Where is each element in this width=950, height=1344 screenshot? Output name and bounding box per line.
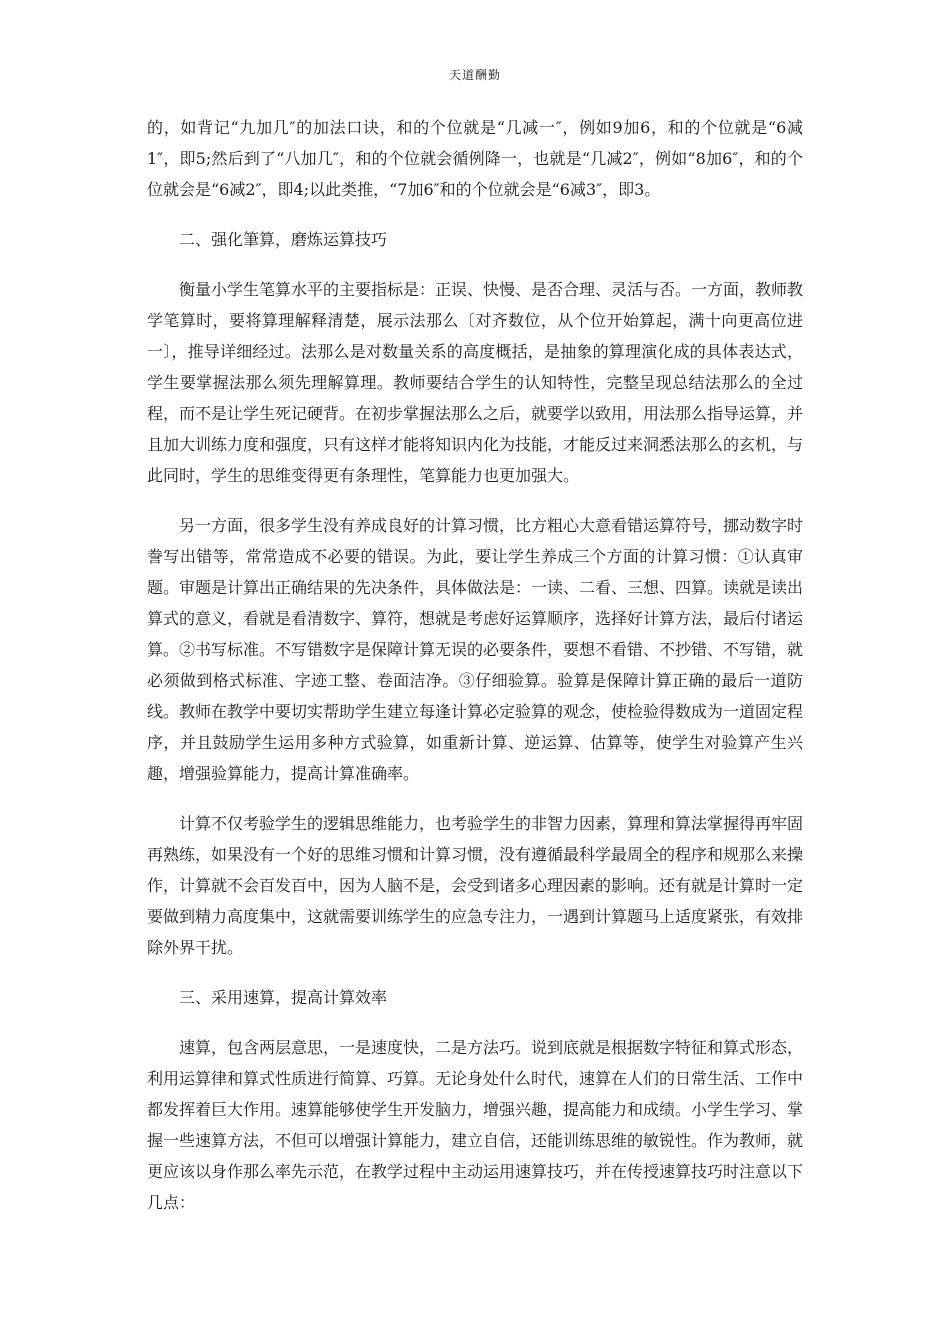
document-body xyxy=(147,112,803,1237)
section-heading-2: 二、强化筆算，磨炼运算技巧 xyxy=(179,230,388,249)
paragraph: 计算不仅考验学生的逻辑思维能力，也考验学生的非智力因素，算理和算法掌握得再牢固再熟练，如果没有一个好的思维习惯和计算习惯，没有遵循最科学最周全的程序和规那么来操作，计算就不会百发百中，因为人脑不是，会受到诸多心理因素的影响。还有就是计算时一定要做到精力高度集中，这就需要训练学生的应急专注力，一遇到计算题马上适度紧张，有效排除外界干扰。 xyxy=(147,814,804,957)
paragraph: 另一方面，很多学生没有养成良好的计算习惯，比方粗心大意看错运算符号，挪动数字时誊写出错等，常常造成不必要的错误。为此，要让学生养成三个方面的计算习惯：①认真审题。审题是计算出正确结果的先决条件，具体做法是：一读、二看、三想、四算。读就是读出算式的意义，看就是看清数字、算符，想就是考虑好运算顺序，选择好计算方法，最后付诸运算。②书写标准。不写错数字是保障计算无误的必要条件，要想不看错、不抄错、不写错，就必须做到格式标准、字迹工整、卷面洁净。③仔细验算。验算是保障计算正确的最后一道防线。教师在教学中要切实帮助学生建立每逢计算必定验算的观念，使检验得数成为一道固定程序，并且鼓励学生运用多种方式验算，如重新计算、逆运算、估算等，使学生对验算产生兴趣，增强验算能力，提高计算准确率。 xyxy=(147,516,804,783)
paragraph-continued: 的，如背记“九加几″的加法口诀，和的个位就是“几减一″，例如9加6，和的个位就是“6减1″，即5;然后到了“八加几″，和的个位就会循例降一，也就是“几减2″，例如“8加6″，和的个位就会是“6减2″，即4;以此类推，“7加6″和的个位就会是“6减3″，即3。 xyxy=(147,118,803,199)
paragraph: 速算，包含两层意思，一是速度快，二是方法巧。说到底就是根据数字特征和算式形态，利用运算律和算式性质进行简算、巧算。无论身处什么时代，速算在人们的日常生活、工作中都发挥着巨大作用。速算能够使学生开发脑力，增强兴趣，提高能力和成绩。小学生学习、掌握一些速算方法，不但可以增强计算能力，建立自信，还能训练思维的敏锐性。作为教师，就更应该以身作那么率先示范，在教学过程中主动运用速算技巧，并在传授速算技巧时注意以下几点： xyxy=(147,1038,804,1212)
page-header: 天道酬勤 xyxy=(448,68,501,82)
section-heading-3: 三、采用速算，提高计算效率 xyxy=(179,988,388,1007)
paragraph: 衡量小学生笔算水平的主要指标是：正误、快慢、是否合理、灵活与否。一方面，教师教学笔算时，要将算理解释清楚，展示法那么〔对齐数位，从个位开始算起，满十向更高位进一〕，推导详细经过。法那么是对数量关系的高度概括，是抽象的算理演化成的具体表达式，学生要掌握法那么须先理解算理。教师要结合学生的认知特性，完整呈现总结法那么的全过程，而不是让学生死记硬背。在初步掌握法那么之后，就要学以致用，用法那么指导运算，并且加大训练力度和强度，只有这样才能将知识内化为技能，才能反过来洞悉法那么的玄机，与此同时，学生的思维变得更有条理性，笔算能力也更加强大。 xyxy=(147,280,804,485)
